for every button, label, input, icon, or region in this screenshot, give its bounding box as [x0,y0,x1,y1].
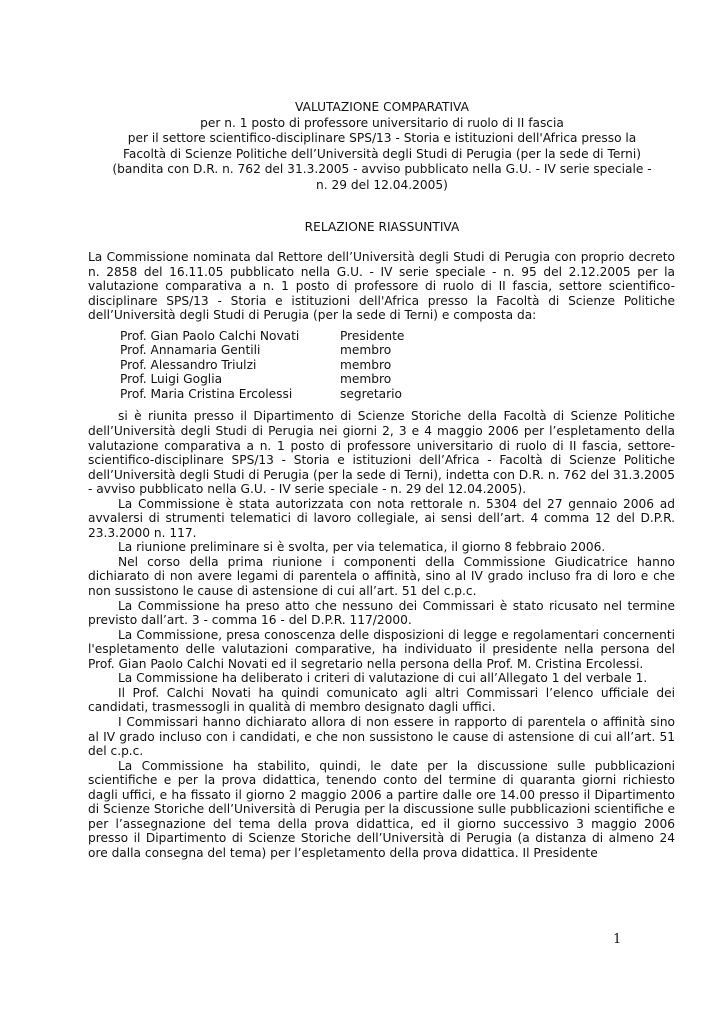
body-paragraph: La Commissione ha stabilito, quindi, le date per la discussione sulle pubblicazioni scientifiche e per la prova didattica, tenendo conto del termine di quaranta giorni richiesto dagli uffici, e ha fissato il giorno 2 maggio 2006 a partire dalle ore 14.00 presso il Dipartimento di Scienze Storiche dell’Università di Perugia per la discussione sulle pubblicazioni scientifiche e per l’assegnazione del tema della prova didattica, ed il giorno successivo 3 maggio 2006 presso il Dipartimento di Scienze Storiche dell’Università di Perugia (a distanza di almeno 24 ore dalla consegna del tema) per l’espletamento della prova didattica. Il Presidente [88,758,675,860]
header-line: n. 29 del 12.04.2005) [316,177,448,192]
document-body [88,250,675,860]
member-name: Prof. Alessandro Triulzi [120,357,257,372]
report-subtitle: RELAZIONE RIASSUNTIVA [304,220,460,234]
body-paragraph: La Commissione è stata autorizzata con nota rettorale n. 5304 del 27 gennaio 2006 ad avvalersi di strumenti telematici di lavoro collegiale, ai sensi dell’art. 4 comma 12 del D.P.R. 23.3.2000 n. 117. [88,496,675,540]
body-paragraph: La riunione preliminare si è svolta, per via telematica, il giorno 8 febbraio 2006. [118,540,606,555]
member-row [120,372,675,387]
body-paragraph: La Commissione ha preso atto che nessuno dei Commissari è stato ricusato nel termine previsto dall’art. 3 - comma 16 - del D.P.R. 117/2000. [88,598,675,628]
header-title: VALUTAZIONE COMPARATIVA [295,100,469,114]
page-number: 1 [613,932,622,947]
member-row [120,343,675,358]
body-paragraph: Nel corso della prima riunione i componenti della Commissione Giudicatrice hanno dichiarato di non avere legami di parentela o affinità, sino al IV grado incluso fra di loro e che non sussistono le cause di astensione di cui all’art. 51 del c.p.c. [88,554,675,599]
body-paragraph: si è riunita presso il Dipartimento di Scienze Storiche della Facoltà di Scienze Politiche dell’Università degli Studi di Perugia nei giorni 2, 3 e 4 maggio 2006 per l’espletamento della valutazione comparativa a n. 1 posto di professore universitario di ruolo di II fascia, settore-scientifico-disciplinare SPS/13 - Storia e istituzioni dell’Africa - Facoltà di Scienze Politiche dell’Università degli Studi di Perugia (per la sede di Terni), indetta con D.R. n. 762 del 31.3.2005 - avviso pubblicato nella G.U. - IV serie speciale - n. 29 del 12.04.2005). [88,409,675,497]
member-row [120,358,675,373]
header-line: (bandita con D.R. n. 762 del 31.3.2005 - avviso pubblicato nella G.U. - IV serie speciale - [112,162,652,177]
body-paragraph: La Commissione ha deliberato i criteri di valutazione di cui all’Allegato 1 del verbale 1. [118,671,648,686]
commission-members-list [120,329,675,402]
member-role: membro [340,357,392,372]
header-line: per il settore scientifico-disciplinare SPS/13 - Storia e istituzioni dell'Africa presso la [127,131,637,146]
header-line: per n. 1 posto di professore universitario di ruolo di II fascia [200,115,564,130]
body-paragraph: La Commissione, presa conoscenza delle disposizioni di legge e regolamentari concernenti l'espletamento delle valutazioni comparative, ha individuato il presidente nella persona del Prof. Gian Paolo Calchi Novati ed il segretario nella persona della Prof. M. Cristina Ercolessi. [88,627,675,671]
body-paragraph: Il Prof. Calchi Novati ha quindi comunicato agli altri Commissari l’elenco ufficiale dei candidati, trasmessogli in qualità di membro designato dagli uffici. [88,685,675,715]
member-role: membro [340,372,392,387]
member-role: Presidente [340,328,405,343]
member-name: Prof. Maria Cristina Ercolessi [120,386,293,401]
member-name: Prof. Annamaria Gentili [120,343,261,358]
member-row [120,329,675,344]
member-role: segretario [340,386,402,401]
member-name: Prof. Luigi Goglia [120,372,223,387]
header-line: Facoltà di Scienze Politiche dell’Università degli Studi di Perugia (per la sede di Terni) [123,146,641,161]
member-name: Prof. Gian Paolo Calchi Novati [120,328,300,343]
member-row [120,387,675,402]
body-paragraph: I Commissari hanno dichiarato allora di non essere in rapporto di parentela o affinità sino al IV grado incluso con i candidati, e che non sussistono le cause di astensione di cui all’art. 51 del c.p.c. [88,714,675,759]
document-header [90,100,674,194]
member-role: membro [340,343,392,358]
intro-paragraph: La Commissione nominata dal Rettore dell’Università degli Studi di Perugia con proprio decreto n. 2858 del 16.11.05 pubblicato nella G.U. - IV serie speciale - n. 95 del 2.12.2005 per la valutazione comparativa a n. 1 posto di professore di ruolo di II fascia, settore scientifico-disciplinare SPS/13 - Storia e istituzioni dell'Africa presso la Facoltà di Scienze Politiche dell’Università degli Studi di Perugia (per la sede di Terni) e composta da: [88,250,675,323]
